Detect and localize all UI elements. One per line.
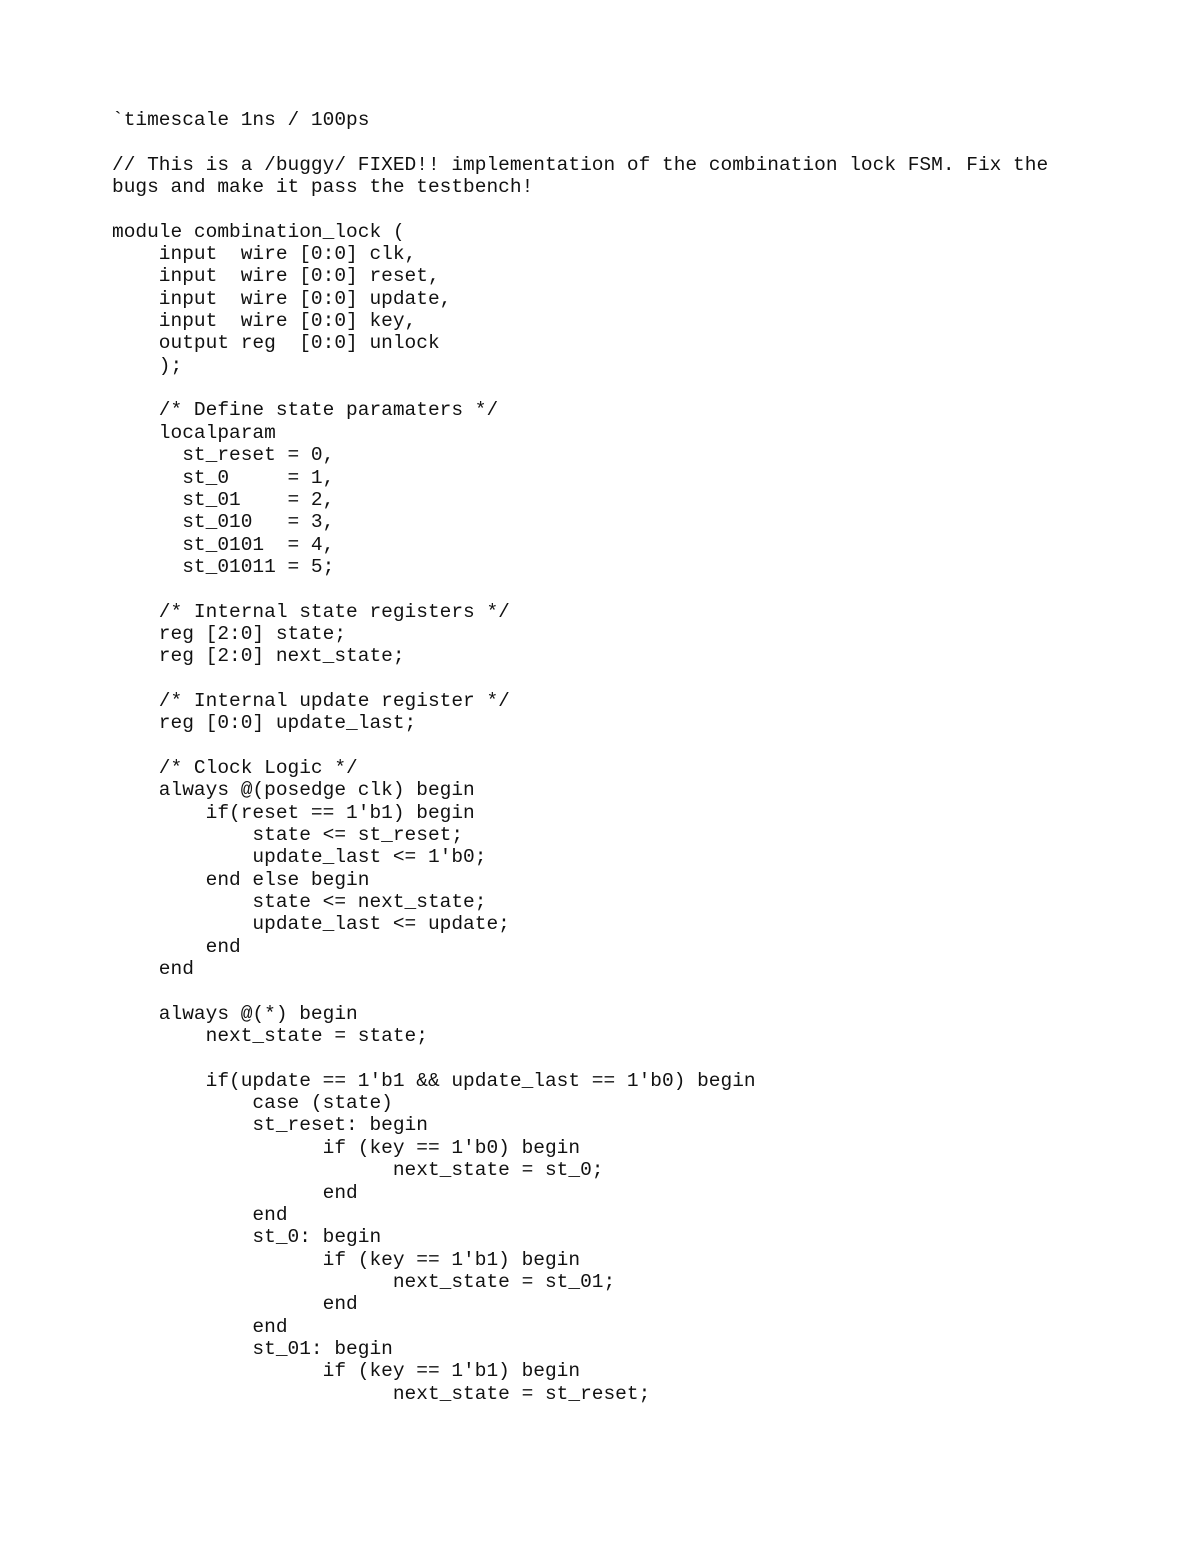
code-line [112,735,1048,757]
code-line: end [112,1203,288,1226]
code-line: st_reset: begin [112,1114,428,1137]
code-line: st_0: begin [112,1226,382,1249]
code-line [112,668,1048,690]
code-line: st_01 = 2, [112,488,335,511]
code-line: reg [2:0] state; [112,622,347,645]
code-line: state <= next_state; [112,891,487,914]
code-line: /* Internal state registers */ [112,600,510,623]
code-line: st_010 = 3, [112,511,335,534]
code-line: next_state = st_0; [112,1159,604,1182]
code-line: /* Define state paramaters */ [112,399,499,422]
code-line: end [112,1181,358,1204]
code-line: end [112,958,194,981]
code-line: always @(posedge clk) begin [112,779,475,802]
code-line [112,198,1048,220]
code-line: if (key == 1'b0) begin [112,1136,581,1159]
code-line: st_reset = 0, [112,444,335,467]
code-line: end [112,935,241,958]
code-line [112,1047,1048,1069]
code-line: end else begin [112,868,370,891]
code-line: st_0 = 1, [112,466,335,489]
code-line: case (state) [112,1092,393,1115]
code-line: always @(*) begin [112,1002,358,1025]
code-line: next_state = st_01; [112,1270,616,1293]
code-line [112,377,1048,399]
code-line: localparam [112,421,276,444]
code-line: st_01011 = 5; [112,555,335,578]
code-line: next_state = state; [112,1025,428,1048]
code-line: module combination_lock ( [112,220,405,243]
code-line: input wire [0:0] clk, [112,243,417,266]
code-line [112,980,1048,1002]
code-line: bugs and make it pass the testbench! [112,176,534,199]
code-line: next_state = st_reset; [112,1382,651,1405]
code-line: // This is a /buggy/ FIXED!! implementation of the combination lock FSM. Fix the [112,153,1049,176]
code-line: update_last <= update; [112,913,510,936]
code-line: if(reset == 1'b1) begin [112,801,475,824]
code-line [112,578,1048,600]
code-line: output reg [0:0] unlock [112,332,440,355]
code-line: /* Internal update register */ [112,689,510,712]
code-line: /* Clock Logic */ [112,756,358,779]
code-line: `timescale 1ns / 100ps [112,109,370,131]
code-line: if (key == 1'b1) begin [112,1248,581,1271]
code-line: input wire [0:0] update, [112,287,452,310]
code-line: input wire [0:0] key, [112,310,417,333]
code-line: if(update == 1'b1 && update_last == 1'b0) begin [112,1069,756,1092]
code-line: state <= st_reset; [112,824,464,846]
code-line: end [112,1315,288,1338]
code-line [112,131,1048,153]
code-line: end [112,1293,358,1316]
code-line: st_01: begin [112,1337,393,1360]
code-line: input wire [0:0] reset, [112,265,440,288]
code-listing [112,109,1048,1405]
code-line: ); [112,354,183,377]
code-line: reg [0:0] update_last; [112,712,417,735]
code-line: reg [2:0] next_state; [112,645,405,668]
code-line: update_last <= 1'b0; [112,846,487,869]
code-line: if (key == 1'b1) begin [112,1360,581,1383]
code-line: st_0101 = 4, [112,533,335,556]
